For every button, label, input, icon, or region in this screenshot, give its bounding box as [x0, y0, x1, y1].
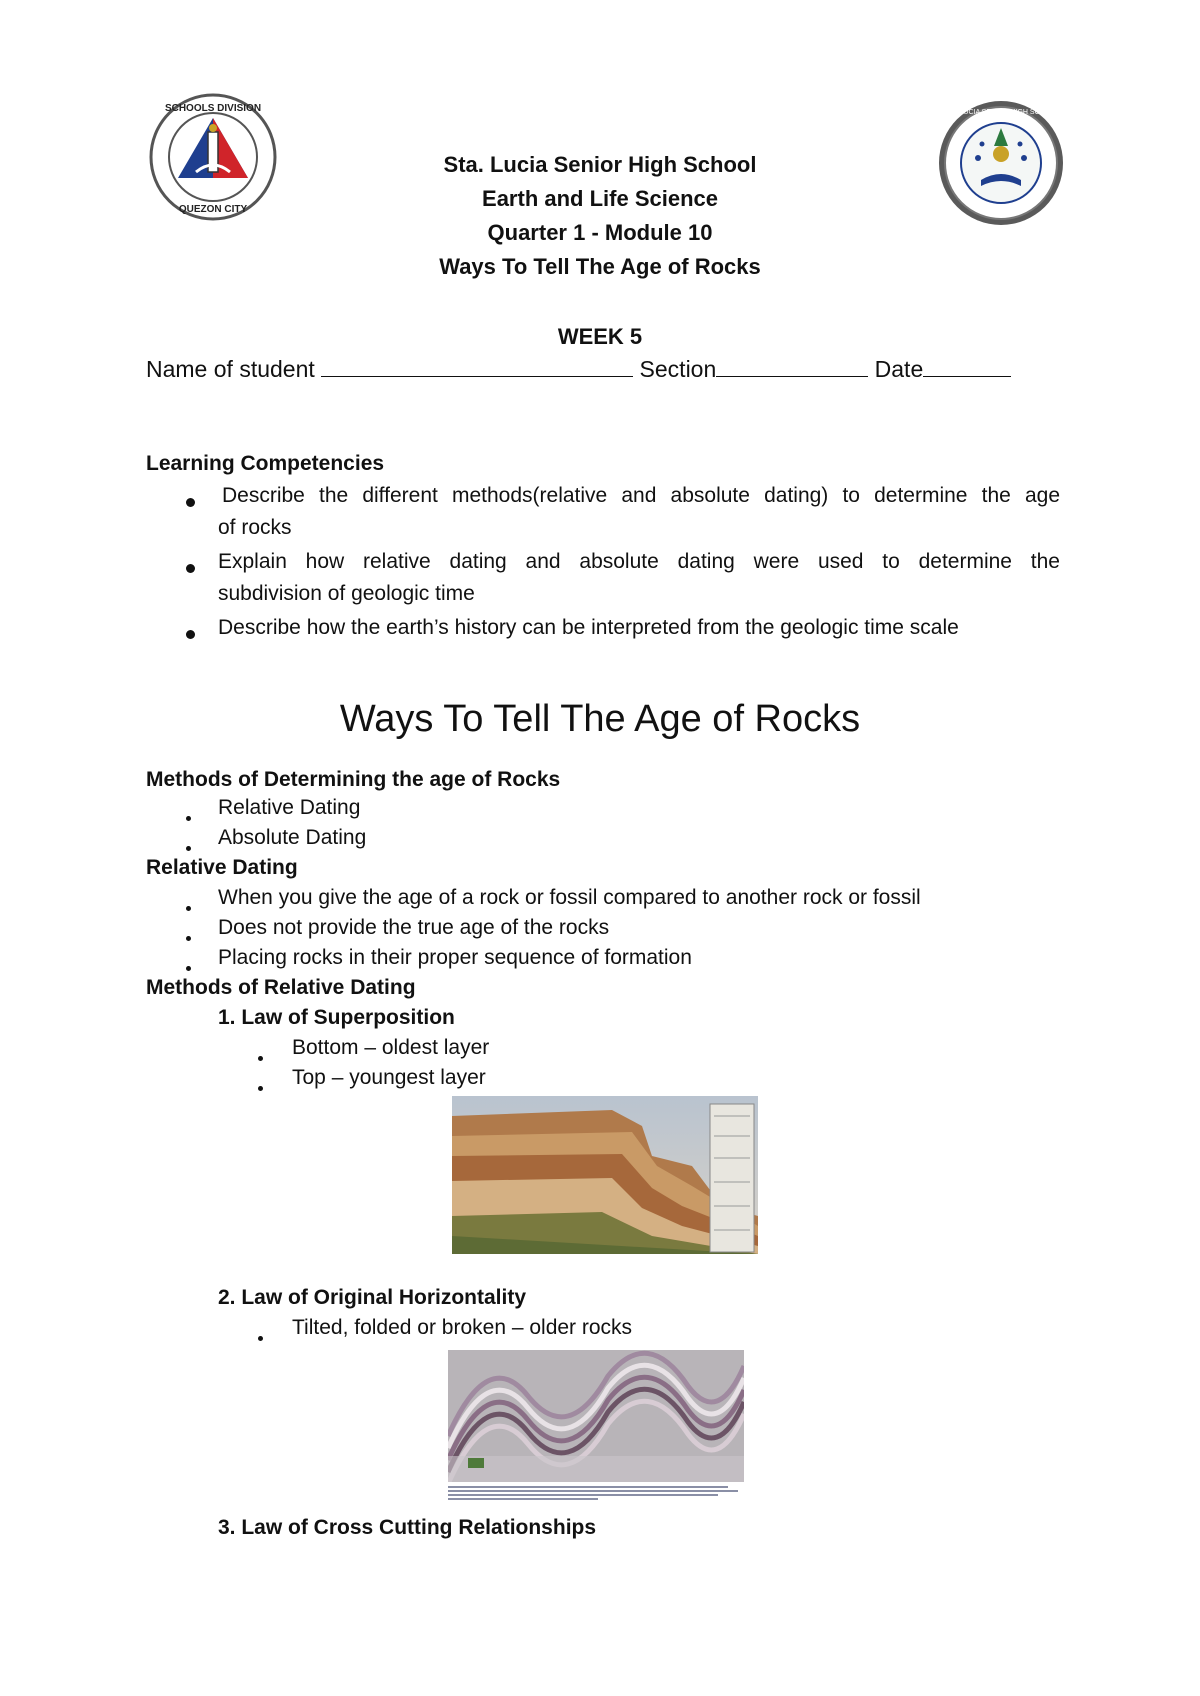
- bullet-icon: [186, 958, 191, 976]
- relative-dating-heading: Relative Dating: [146, 856, 298, 879]
- law-2-item: Tilted, folded or broken – older rocks: [292, 1316, 633, 1339]
- topic-title: Ways To Tell The Age of Rocks: [439, 254, 761, 279]
- photo-caption-blur: [448, 1484, 744, 1508]
- subject-title: Earth and Life Science: [482, 186, 718, 211]
- law-3-title: 3. Law of Cross Cutting Relationships: [218, 1516, 597, 1539]
- relative-dating-item: Placing rocks in their proper sequence of formation: [218, 946, 692, 969]
- law-1-item: Top – youngest layer: [292, 1066, 486, 1089]
- law-1-title: 1. Law of Superposition: [218, 1006, 455, 1029]
- svg-text:STA. LUCIA SENIOR HIGH SCHOOL: STA. LUCIA SENIOR HIGH SCHOOL: [942, 109, 1060, 116]
- section-field[interactable]: [716, 354, 868, 377]
- law-2-title: 2. Law of Original Horizontality: [218, 1286, 527, 1309]
- law-1-item: Bottom – oldest layer: [292, 1036, 490, 1059]
- superposition-photo: [452, 1096, 758, 1254]
- competencies-heading: Learning Competencies: [146, 452, 385, 475]
- bullet-icon: [186, 808, 191, 826]
- module-title: Quarter 1 - Module 10: [487, 220, 713, 245]
- school-name: Sta. Lucia Senior High School: [443, 152, 757, 177]
- main-title: Ways To Tell The Age of Rocks: [339, 698, 861, 740]
- competency-1-line1: Describe the different methods(relative and absolute dating) to determine the age: [222, 484, 1060, 507]
- relative-dating-item: Does not provide the true age of the rocks: [218, 916, 610, 939]
- methods-heading: Methods of Determining the age of Rocks: [146, 768, 561, 791]
- name-field[interactable]: [321, 354, 633, 377]
- bullet-icon: [186, 560, 195, 578]
- bullet-icon: [258, 1078, 263, 1096]
- bullet-icon: [186, 838, 191, 856]
- svg-text:QUEZON CITY: QUEZON CITY: [178, 204, 248, 215]
- relative-dating-item: When you give the age of a rock or fossil compared to another rock or fossil: [218, 886, 921, 909]
- bullet-icon: [186, 626, 195, 644]
- student-info-line: [146, 354, 1066, 383]
- bullet-icon: [258, 1048, 263, 1066]
- bullet-icon: [258, 1328, 263, 1346]
- competency-3-line1: Describe how the earth’s history can be interpreted from the geologic time scale: [218, 616, 959, 639]
- competency-2-line1: Explain how relative dating and absolute dating were used to determine the: [218, 550, 1060, 573]
- method-item: Absolute Dating: [218, 826, 367, 849]
- date-field[interactable]: [923, 354, 1011, 377]
- section-label: Section: [639, 356, 717, 382]
- bullet-icon: [186, 494, 195, 512]
- competency-2-line2: subdivision of geologic time: [218, 582, 475, 605]
- date-label: Date: [874, 356, 924, 382]
- bullet-icon: [186, 928, 191, 946]
- folded-rock-photo: [448, 1350, 744, 1482]
- bullet-icon: [186, 898, 191, 916]
- competency-1-line2: of rocks: [218, 516, 292, 539]
- name-label: Name of student: [146, 356, 315, 382]
- svg-text:SCHOOLS DIVISION: SCHOOLS DIVISION: [164, 103, 262, 114]
- relative-methods-heading: Methods of Relative Dating: [146, 976, 416, 999]
- week-label: WEEK 5: [557, 324, 643, 349]
- method-item: Relative Dating: [218, 796, 361, 819]
